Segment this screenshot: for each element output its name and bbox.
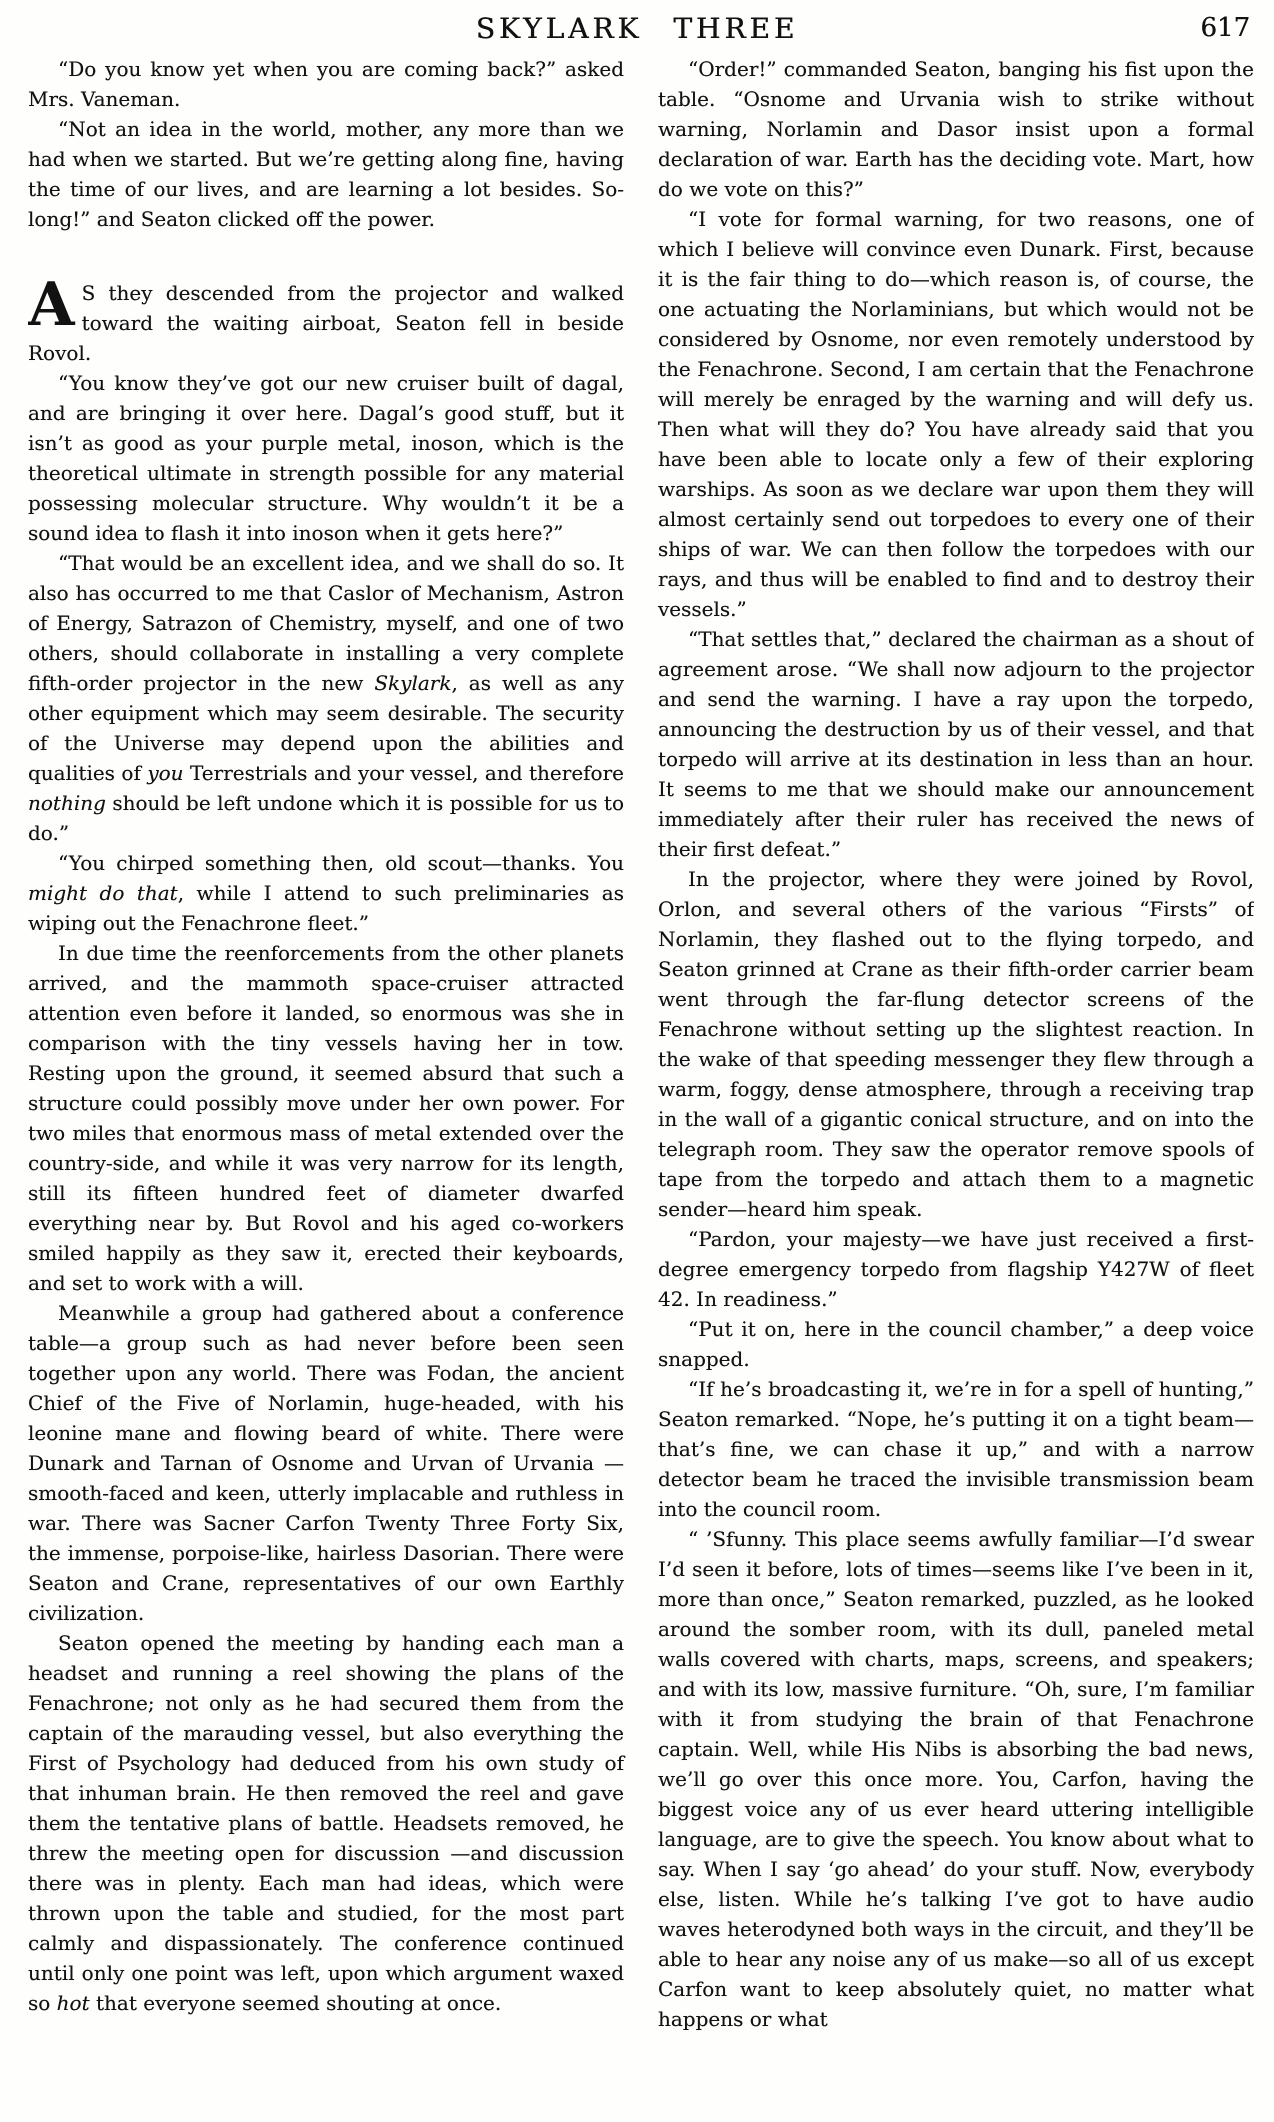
paragraph: “Do you know yet when you are coming back?” asked Mrs. Vaneman. bbox=[28, 57, 624, 111]
paragraph: “Put it on, here in the council chamber,” a deep voice snapped. bbox=[658, 1317, 1254, 1371]
paragraph: Meanwhile a group had gathered about a conference table—a group such as had never before been seen together upon any world. There was Fodan, the ancient Chief of the Five of Norlamin, huge-headed, with his leonine mane and flowing beard of white. There were Dunark and Tarnan of Osnome and Urvan of Urvania —smooth-faced and keen, utterly implacable and ruthless in war. There was Sacner Carfon Twenty Three Forty Six, the immense, porpoise-like, hairless Dasorian. There were Seaton and Crane, representatives of our own Earthly civilization. bbox=[28, 1301, 624, 1625]
running-head bbox=[0, 8, 1274, 50]
paragraph: In the projector, where they were joined by Rovol, Orlon, and several others of the various “Firsts” of Norlamin, they flashed out to the flying torpedo, and Seaton grinned at Crane as their fifth-order carrier beam went through the far-flung detector screens of the Fenachrone without setting up the slightest reaction. In the wake of that speeding messenger they flew through a warm, foggy, dense atmosphere, through a receiving trap in the wall of a gigantic conical structure, and on into the telegraph room. They saw the operator remove spools of tape from the torpedo and attach them to a magnetic sender—heard him speak. bbox=[658, 867, 1254, 1221]
paragraph: “That would be an excellent idea, and we shall do so. It also has occurred to me that Caslor of Mechanism, Astron of Energy, Satrazon of Chemistry, myself, and one of two others, should collaborate in installing a very complete fifth-order projector in the new Skylark, as well as any other equipment which may seem desirable. The security of the Universe may depend upon the abilities and qualities of you Terrestrials and your vessel, and therefore nothing should be left undone which it is possible for us to do.” bbox=[28, 551, 625, 845]
text-columns bbox=[28, 54, 1254, 2122]
paragraph: “Pardon, your majesty—we have just received a first-degree emergency torpedo from flagship Y427W of fleet 42. In readiness.” bbox=[658, 1227, 1254, 1311]
paragraph: “You chirped something then, old scout—thanks. You might do that, while I attend to such preliminaries as wiping out the Fenachrone fleet.” bbox=[28, 851, 624, 935]
paragraph: “ ’Sfunny. This place seems awfully familiar—I’d swear I’d seen it before, lots of times—seems like I’ve been in it, more than once,” Seaton remarked, puzzled, as he looked around the somber room, with its dull, paneled metal walls covered with charts, maps, screens, and speakers; and with its low, massive furniture. “Oh, sure, I’m familiar with it from studying the brain of that Fenachrone captain. Well, while His Nibs is absorbing the bad news, we’ll go over this once more. You, Carfon, having the biggest voice any of us ever heard uttering intelligible language, are to give the speech. You know about what to say. When I say ‘go ahead’ do your stuff. Now, everybody else, listen. While he’s talking I’ve got to have audio waves heterodyned both ways in the circuit, and they’ll be able to hear any noise any of us make—so all of us except Carfon want to keep absolutely quiet, no matter what happens or what bbox=[658, 1527, 1254, 2031]
paragraph: In due time the reenforcements from the other planets arrived, and the mammoth space-cruiser attracted attention even before it landed, so enormous was she in comparison with the tiny vessels having her in tow. Resting upon the ground, it seemed absurd that such a structure could possibly move under her own power. For two miles that enormous mass of metal extended over the country-side, and while it was very narrow for its length, still its fifteen hundred feet of diameter dwarfed everything near by. But Rovol and his aged co-workers smiled happily as they saw it, erected their keyboards, and set to work with a will. bbox=[28, 941, 624, 1295]
dropcap-letter: A bbox=[28, 270, 75, 340]
paragraph: “You know they’ve got our new cruiser built of dagal, and are bringing it over here. Dagal’s good stuff, but it isn’t as good as your purple metal, inoson, which is the theoretical ultimate in strength possible for any material possessing molecular structure. Why wouldn’t it be a sound idea to flash it into inoson when it gets here?” bbox=[28, 371, 624, 545]
running-head-title: SKYLARK THREE bbox=[475, 12, 799, 45]
page-number: 617 bbox=[1200, 13, 1250, 43]
paragraph: “Order!” commanded Seaton, banging his fist upon the table. “Osnome and Urvania wish to strike without warning, Norlamin and Dasor insist upon a formal declaration of war. Earth has the deciding vote. Mart, how do we vote on this?” bbox=[658, 57, 1254, 201]
paragraph: “I vote for formal warning, for two reasons, one of which I believe will convince even Dunark. First, because it is the fair thing to do—which reason is, of course, the one actuating the Norlaminians, but which would not be considered by Osnome, nor even remotely understood by the Fenachrone. Second, I am certain that the Fenachrone will merely be enraged by the warning and will defy us. Then what will they do? You have already said that you have been able to locate only a few of their exploring warships. As soon as we declare war upon them they will almost certainly send out torpedoes to every one of their ships of war. We can then follow the torpedoes with our rays, and thus will be enabled to find and to destroy their vessels.” bbox=[658, 207, 1254, 621]
column-left bbox=[28, 54, 624, 2122]
column-right bbox=[658, 54, 1254, 2122]
paragraph: Seaton opened the meeting by handing each man a headset and running a reel showing the plans of the Fenachrone; not only as he had secured them from the captain of the marauding vessel, but also everything the First of Psychology had deduced from his own study of that inhuman brain. He then removed the reel and gave them the tentative plans of battle. Headsets removed, he threw the meeting open for discussion —and discussion there was in plenty. Each man had ideas, which were thrown upon the table and studied, for the most part calmly and dispassionately. The conference continued until only one point was left, upon which argument waxed so hot that everyone seemed shouting at once. bbox=[28, 1631, 624, 2015]
paragraph: A S they descended from the projector and walked toward the waiting airboat, Seaton fell in beside Rovol. bbox=[28, 270, 624, 365]
paragraph: “Not an idea in the world, mother, any more than we had when we started. But we’re getting along fine, having the time of our lives, and are learning a lot besides. So-long!” and Seaton clicked off the power. bbox=[28, 117, 624, 231]
paragraph: “If he’s broadcasting it, we’re in for a spell of hunting,” Seaton remarked. “Nope, he’s putting it on a tight beam—that’s fine, we can chase it up,” and with a narrow detector beam he traced the invisible transmission beam into the council room. bbox=[658, 1377, 1254, 1521]
paragraph: “That settles that,” declared the chairman as a shout of agreement arose. “We shall now adjourn to the projector and send the warning. I have a ray upon the torpedo, announcing the destruction by us of their vessel, and that torpedo will arrive at its destination in less than an hour. It seems to me that we should make our announcement immediately after their ruler has received the news of their first defeat.” bbox=[658, 627, 1254, 861]
